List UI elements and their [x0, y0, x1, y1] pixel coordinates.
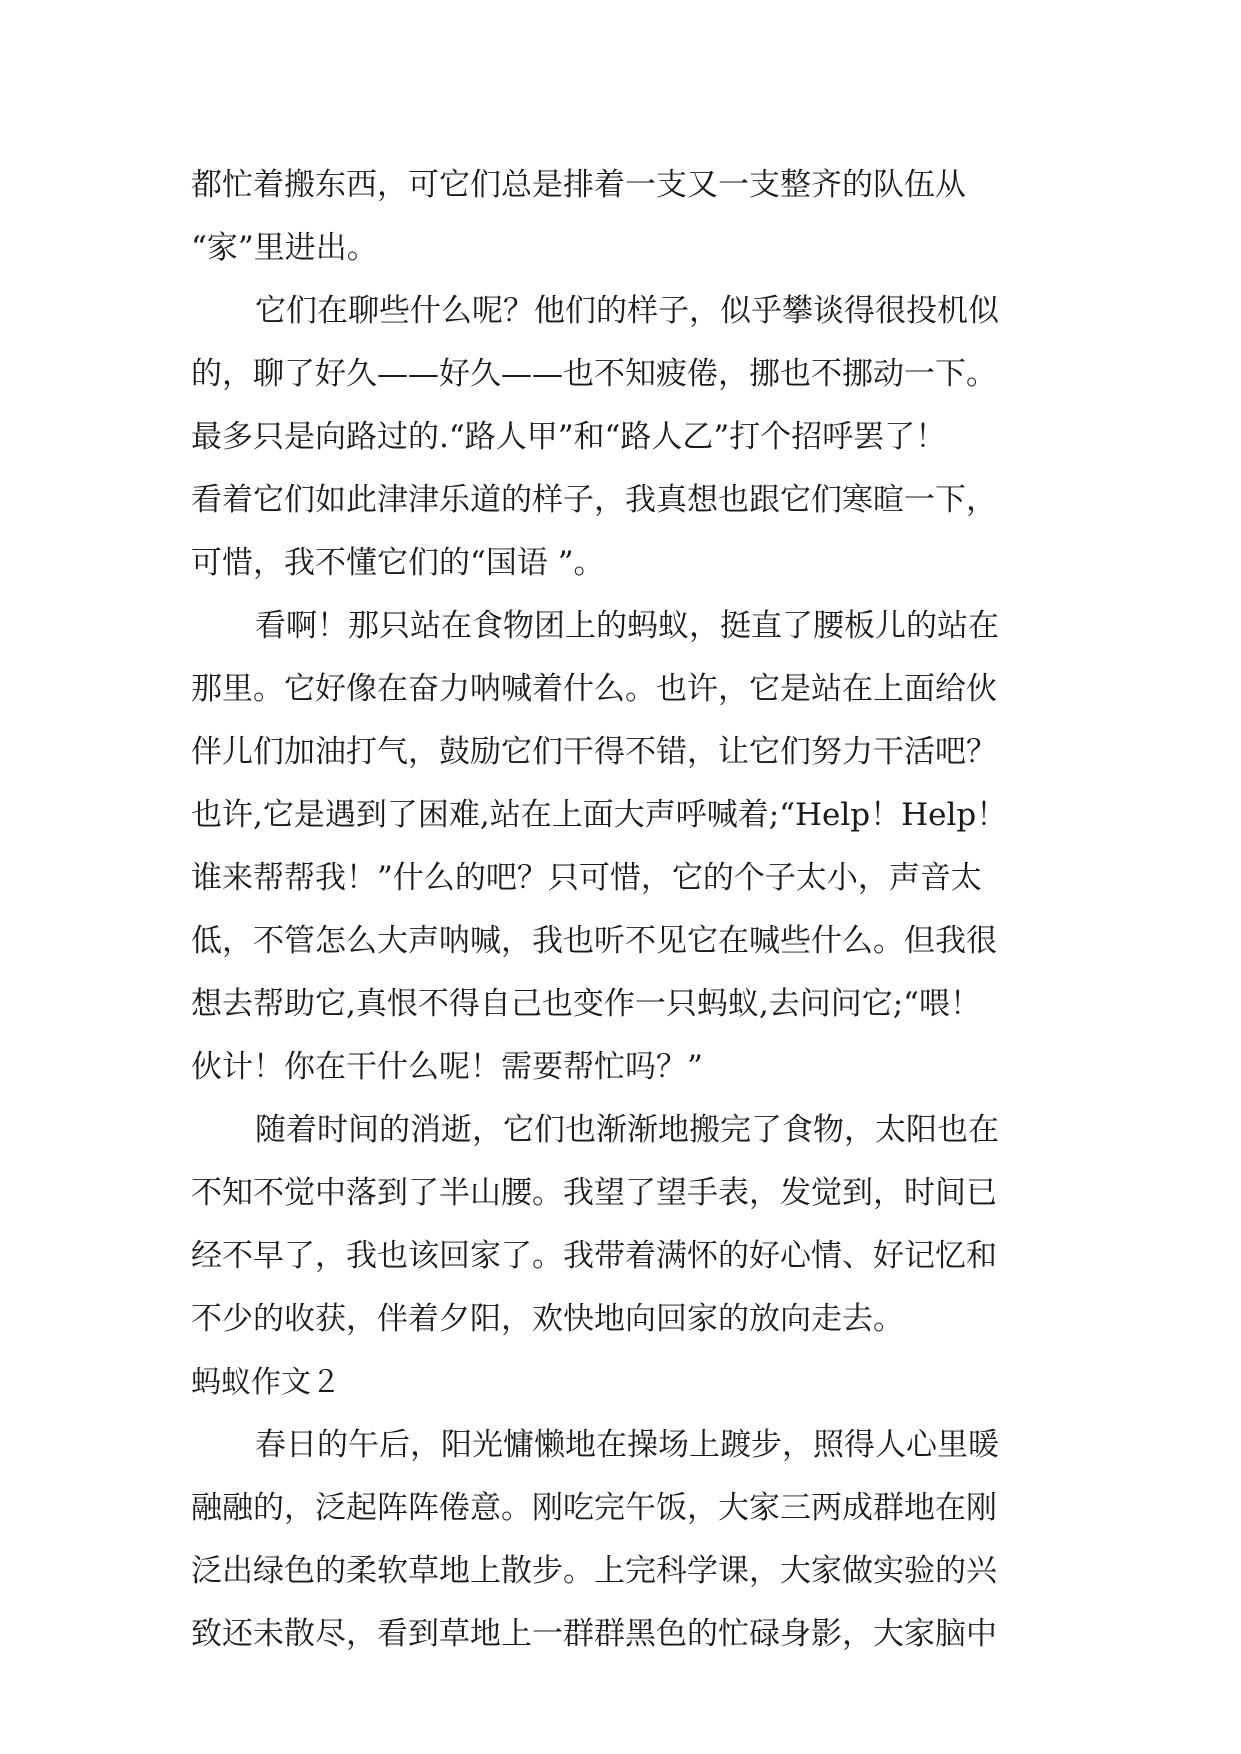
text-line: 都忙着搬东西，可它们总是排着一支又一支整齐的队伍从 [191, 167, 966, 203]
text-line: 泛出绿色的柔软草地上散步。上完科学课，大家做实验的兴 [191, 1553, 997, 1589]
text-line: 低，不管怎么大声呐喊，我也听不见它在喊些什么。但我很 [191, 923, 997, 959]
text-line: 融融的，泛起阵阵倦意。刚吃完午饭，大家三两成群地在刚 [191, 1490, 997, 1526]
text-line: 那里。它好像在奋力呐喊着什么。也许，它是站在上面给伙 [191, 671, 997, 707]
text-line: 看着它们如此津津乐道的样子，我真想也跟它们寒暄一下， [191, 482, 997, 518]
text-line: 想去帮助它,真恨不得自己也变作一只蚂蚁,去问问它;“喂！ [191, 986, 981, 1022]
paragraph-start-line: 它们在聊些什么呢？他们的样子，似乎攀谈得很投机似 [255, 293, 999, 329]
paragraph-start-line: 春日的午后，阳光慵懒地在操场上踱步，照得人心里暖 [255, 1427, 999, 1463]
paragraph-start-line: 看啊！那只站在食物团上的蚂蚁，挺直了腰板儿的站在 [255, 608, 999, 644]
paragraph-start-line: 随着时间的消逝，它们也渐渐地搬完了食物，太阳也在 [255, 1112, 999, 1148]
text-line: 谁来帮帮我！”什么的吧？只可惜，它的个子太小，声音太 [191, 860, 982, 896]
text-line: 的，聊了好久——好久——也不知疲倦，挪也不挪动一下。 [191, 356, 997, 392]
text-line: 伴儿们加油打气，鼓励它们干得不错，让它们努力干活吧？ [191, 734, 997, 770]
text-line: 不少的收获，伴着夕阳，欢快地向回家的放向走去。 [191, 1301, 904, 1337]
text-line: 经不早了，我也该回家了。我带着满怀的好心情、好记忆和 [191, 1238, 997, 1274]
text-line: “家”里进出。 [191, 230, 378, 266]
text-line: 致还未散尽，看到草地上一群群黑色的忙碌身影，大家脑中 [191, 1616, 997, 1652]
text-line: 最多只是向路过的.“路人甲”和“路人乙”打个招呼罢了！ [191, 419, 947, 455]
text-line: 伙计！你在干什么呢！需要帮忙吗？” [191, 1049, 703, 1085]
document-body [191, 154, 1061, 1666]
section-heading: 蚂蚁作文２ [191, 1365, 341, 1400]
text-line: 也许,它是遇到了困难,站在上面大声呼喊着;“Help！Help！ [191, 797, 1008, 833]
text-line: 不知不觉中落到了半山腰。我望了望手表，发觉到，时间已 [191, 1175, 997, 1211]
text-line: 可惜，我不懂它们的“国语 ”。 [191, 545, 605, 581]
